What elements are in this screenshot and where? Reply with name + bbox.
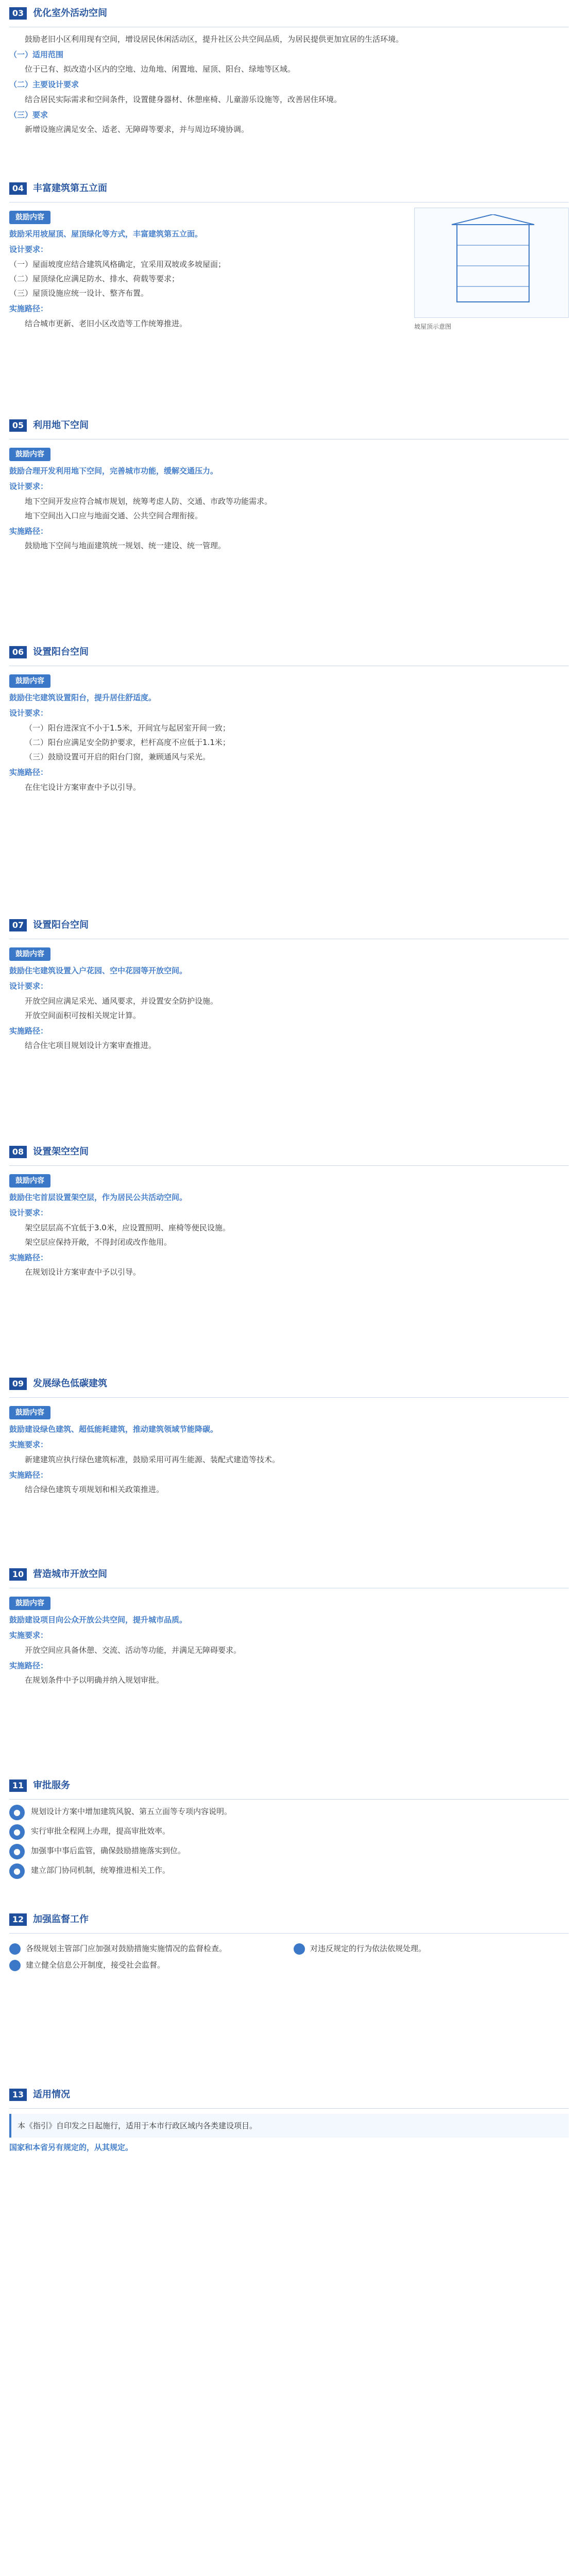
sub-label: （三）要求 xyxy=(9,110,48,120)
sub-text: 结合居民实际需求和空间条件，设置健身器材、休憩座椅、儿童游乐设施等，改善居住环境。 xyxy=(25,94,342,104)
section-title: 设置阳台空间 xyxy=(33,647,89,657)
sub-text: 位于已有、拟改造小区内的空地、边角地、闲置地、屋顶、阳台、绿地等区域。 xyxy=(25,64,296,74)
bullet-icon: ● xyxy=(9,1844,25,1859)
list-text: 对违反规定的行为依法依规处理。 xyxy=(310,1943,427,1953)
section-04 xyxy=(0,180,578,412)
figure-column xyxy=(414,208,569,331)
section-header xyxy=(9,417,569,434)
section-number: 06 xyxy=(9,646,27,658)
design-item: （三）屋顶设施应统一设计、整齐布置。 xyxy=(9,289,149,298)
design-label: 设计要求： xyxy=(9,981,48,991)
design-label: 设计要求： xyxy=(9,1208,48,1218)
section-header xyxy=(9,1376,569,1392)
section-12 xyxy=(0,1911,578,2081)
section-number: 08 xyxy=(9,1146,27,1158)
list-item xyxy=(9,1958,284,1972)
impl-text: 结合住宅项目规划设计方案审查推进。 xyxy=(25,1041,157,1050)
section-number: 09 xyxy=(9,1378,27,1390)
section-05 xyxy=(0,417,578,639)
item-tag: 鼓励内容 xyxy=(9,1597,50,1611)
section-divider xyxy=(9,2108,569,2109)
item-tag: 鼓励内容 xyxy=(9,1174,50,1188)
impl-label: 实施路径： xyxy=(9,1660,48,1670)
section-07 xyxy=(0,917,578,1139)
section-title: 适用情况 xyxy=(33,2089,70,2100)
figure-caption: 坡屋顶示意图 xyxy=(414,323,452,330)
design-text: 架空层层高不宜低于3.0米，应设置照明、座椅等便民设施。 xyxy=(25,1223,230,1232)
list-item xyxy=(9,1805,569,1820)
list-item xyxy=(9,1844,569,1859)
impl-text: 鼓励地下空间与地面建筑统一规划、统一建设、统一管理。 xyxy=(25,541,226,551)
design-text: 地下空间出入口应与地面交通、公共空间合理衔接。 xyxy=(25,511,203,520)
item-tag: 鼓励内容 xyxy=(9,1406,50,1420)
list-text: 各级规划主管部门应加强对鼓励措施实施情况的监督检查。 xyxy=(26,1943,227,1953)
section-divider xyxy=(9,1397,569,1398)
list-column xyxy=(294,1939,569,1975)
bullet-icon: ● xyxy=(9,1805,25,1820)
design-text: （二）阳台应满足安全防护要求，栏杆高度不应低于1.1米； xyxy=(25,737,230,747)
list-text: 规划设计方案中增加建筑风貌、第五立面等专项内容说明。 xyxy=(31,1806,232,1816)
applicability-text: 本《指引》自印发之日起施行，适用于本市行政区域内各类建设项目。 xyxy=(18,2121,258,2130)
list-text: 建立部门协同机制，统筹推进相关工作。 xyxy=(31,1865,171,1875)
section-title: 优化室外活动空间 xyxy=(33,8,107,19)
section-title: 加强监督工作 xyxy=(33,1914,89,1925)
design-label: 实施要求： xyxy=(9,1440,48,1450)
section-header xyxy=(9,5,569,22)
section-title: 设置架空空间 xyxy=(33,1146,89,1157)
design-label: 设计要求： xyxy=(9,482,48,492)
bullet-icon xyxy=(9,1943,21,1955)
highlight-text: 鼓励建设项目向公众开放公共空间，提升城市品质。 xyxy=(9,1615,188,1624)
impl-text: 结合绿色建筑专项规划和相关政策推进。 xyxy=(25,1485,164,1494)
design-list xyxy=(9,258,405,300)
section-header xyxy=(9,1777,569,1794)
design-item: （一）屋面坡度应结合建筑风格确定，宜采用双坡或多坡屋面； xyxy=(9,259,226,269)
bullet-icon: ● xyxy=(9,1824,25,1840)
section-header xyxy=(9,1566,569,1583)
impl-label: 实施路径： xyxy=(9,304,48,314)
section-title: 利用地下空间 xyxy=(33,420,89,431)
impl-label: 实施路径： xyxy=(9,1253,48,1262)
design-text: 开放空间应满足采光、通风要求，并设置安全防护设施。 xyxy=(25,996,218,1006)
impl-text: 结合城市更新、老旧小区改造等工作统筹推进。 xyxy=(25,318,188,328)
section-10 xyxy=(0,1566,578,1772)
section-header xyxy=(9,180,569,197)
impl-text: 在住宅设计方案审查中予以引导。 xyxy=(25,782,141,792)
item-tag: 鼓励内容 xyxy=(9,211,50,225)
note-text: 国家和本省另有规定的，从其规定。 xyxy=(9,2142,133,2152)
item-tag: 鼓励内容 xyxy=(9,674,50,688)
impl-label: 实施路径： xyxy=(9,1026,48,1036)
section-title: 营造城市开放空间 xyxy=(33,1569,107,1580)
design-text: （三）鼓励设置可开启的阳台门窗，兼顾通风与采光。 xyxy=(25,752,211,761)
section-08 xyxy=(0,1144,578,1370)
text-column xyxy=(9,208,405,331)
list-text: 加强事中事后监管，确保鼓励措施落实到位。 xyxy=(31,1845,186,1855)
highlight-text: 鼓励住宅首层设置架空层，作为居民公共活动空间。 xyxy=(9,1193,188,1202)
section-divider xyxy=(9,1165,569,1166)
list-text: 实行审批全程网上办理，提高审批效率。 xyxy=(31,1826,171,1836)
list-item xyxy=(294,1942,569,1955)
section-header xyxy=(9,644,569,660)
impl-label: 实施路径： xyxy=(9,1470,48,1480)
bullet-icon: ● xyxy=(9,1863,25,1879)
section-06 xyxy=(0,644,578,912)
design-text: 开放空间应具备休憩、交流、活动等功能，并满足无障碍要求。 xyxy=(25,1645,242,1655)
two-column xyxy=(9,208,569,331)
highlight-text: 鼓励合理开发利用地下空间，完善城市功能，缓解交通压力。 xyxy=(9,466,218,476)
section-divider xyxy=(9,1799,569,1800)
section-title: 设置阳台空间 xyxy=(33,920,89,930)
section-divider xyxy=(9,1933,569,1934)
section-header xyxy=(9,1144,569,1160)
impl-label: 实施路径： xyxy=(9,768,48,777)
section-title: 丰富建筑第五立面 xyxy=(33,183,107,194)
highlight-text: 鼓励采用坡屋顶、屋顶绿化等方式，丰富建筑第五立面。 xyxy=(9,229,203,239)
section-13 xyxy=(0,2087,578,2272)
design-label: 实施要求： xyxy=(9,1631,48,1640)
design-text: （一）阳台进深宜不小于1.5米，开间宜与起居室开间一致； xyxy=(25,723,230,733)
section-number: 11 xyxy=(9,1780,27,1792)
section-number: 03 xyxy=(9,7,27,20)
design-label: 设计要求： xyxy=(9,708,48,718)
sub-label: （一）适用范围 xyxy=(9,49,64,59)
design-text: 开放空间面积可按相关规定计算。 xyxy=(25,1010,141,1020)
section-header xyxy=(9,1911,569,1928)
design-text: 地下空间开发应符合城市规划，统筹考虑人防、交通、市政等功能需求。 xyxy=(25,496,273,506)
section-title: 发展绿色低碳建筑 xyxy=(33,1378,107,1389)
section-number: 12 xyxy=(9,1913,27,1926)
section-title: 审批服务 xyxy=(33,1780,70,1791)
design-item: （二）屋顶绿化应满足防水、排水、荷载等要求； xyxy=(9,274,180,283)
two-column-list xyxy=(9,1939,569,1975)
list-item xyxy=(9,1942,284,1955)
impl-text: 在规划条件中予以明确并纳入规划审批。 xyxy=(25,1675,164,1685)
bullet-icon xyxy=(9,1960,21,1971)
section-header xyxy=(9,917,569,934)
section-11 xyxy=(0,1777,578,1906)
impl-label: 实施路径： xyxy=(9,527,48,536)
section-header xyxy=(9,2087,569,2103)
section-number: 10 xyxy=(9,1568,27,1581)
list-column xyxy=(9,1939,284,1975)
applicability-quote xyxy=(9,2114,569,2138)
list-item xyxy=(9,1824,569,1840)
design-text: 架空层应保持开敞，不得封闭或改作他用。 xyxy=(25,1237,172,1247)
section-number: 04 xyxy=(9,182,27,195)
item-tag: 鼓励内容 xyxy=(9,947,50,961)
sub-label: （二）主要设计要求 xyxy=(9,80,79,90)
intro-text: 鼓励老旧小区利用现有空间，增设居民休闲活动区，提升社区公共空间品质，为居民提供更加宜居的生活环境。 xyxy=(25,34,404,44)
highlight-text: 鼓励住宅建筑设置入户花园、空中花园等开放空间。 xyxy=(9,966,188,975)
section-number: 07 xyxy=(9,919,27,931)
list-item xyxy=(9,1863,569,1879)
highlight-text: 鼓励建设绿色建筑、超低能耗建筑，推动建筑领域节能降碳。 xyxy=(9,1425,218,1434)
item-tag: 鼓励内容 xyxy=(9,448,50,462)
section-number: 05 xyxy=(9,419,27,432)
impl-text: 在规划设计方案审查中予以引导。 xyxy=(25,1267,141,1277)
section-03 xyxy=(0,5,578,175)
bullet-icon xyxy=(294,1943,305,1955)
section-09 xyxy=(0,1376,578,1561)
building-illustration xyxy=(421,214,562,307)
section-number: 13 xyxy=(9,2089,27,2101)
design-label: 设计要求： xyxy=(9,245,48,255)
building-figure xyxy=(414,208,569,318)
highlight-text: 鼓励住宅建筑设置阳台，提升居住舒适度。 xyxy=(9,693,157,702)
sub-text: 新增设施应满足安全、适老、无障碍等要求，并与周边环境协调。 xyxy=(25,125,249,134)
list-text: 建立健全信息公开制度，接受社会监督。 xyxy=(26,1960,165,1970)
design-text: 新建建筑应执行绿色建筑标准，鼓励采用可再生能源、装配式建造等技术。 xyxy=(25,1454,280,1464)
